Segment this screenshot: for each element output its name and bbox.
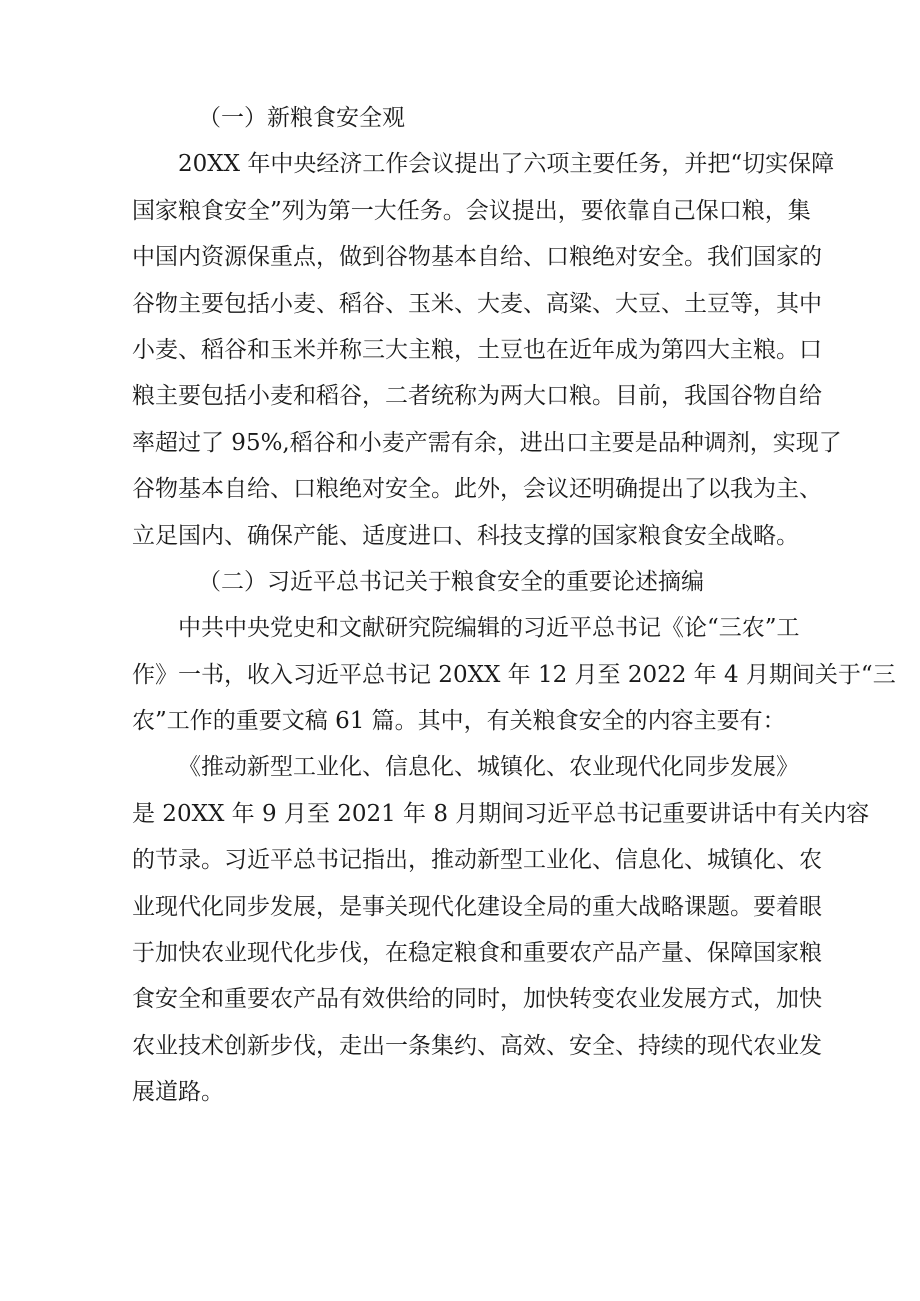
section1-paragraph — [132, 141, 842, 559]
text-line: 于加快农业现代化步伐，在稳定粮食和重要农产品产量、保障国家粮 — [132, 940, 822, 967]
text-line: 的节录。习近平总书记指出，推动新型工业化、信息化、城镇化、农 — [132, 847, 822, 874]
text-line: 粮主要包括小麦和稻谷，二者统称为两大口粮。目前，我国谷物自给 — [132, 383, 822, 410]
section2-paragraph-2 — [132, 744, 870, 1115]
text-line: 《推动新型工业化、信息化、城镇化、农业现代化同步发展》 — [178, 754, 799, 781]
text-line: 农”工作的重要文稿 61 篇。其中，有关粮食安全的内容主要有： — [132, 708, 786, 735]
text-line: 是 20XX 年 9 月至 2021 年 8 月期间习近平总书记重要讲话中有关内容 — [132, 800, 870, 827]
text-line: 20XX 年中央经济工作会议提出了六项主要任务，并把“切实保障 — [178, 151, 835, 178]
text-line: 中国内资源保重点，做到谷物基本自给、口粮绝对安全。我们国家的 — [132, 244, 822, 271]
text-line: 中共中央党史和文献研究院编辑的习近平总书记《论“三农”工 — [178, 615, 800, 642]
text-line: 小麦、稻谷和玉米并称三大主粮，土豆也在近年成为第四大主粮。口 — [132, 336, 822, 363]
text-line: 展道路。 — [132, 1079, 224, 1106]
document-body — [132, 95, 896, 1116]
text-line: 谷物基本自给、口粮绝对安全。此外，会议还明确提出了以我为主、 — [132, 476, 822, 503]
text-line: 业现代化同步发展，是事关现代化建设全局的重大战略课题。要着眼 — [132, 893, 822, 920]
section1-heading: （一）新粮食安全观 — [198, 105, 405, 131]
text-line: 食安全和重要农产品有效供给的同时，加快转变农业发展方式，加快 — [132, 986, 822, 1013]
text-line: 国家粮食安全”列为第一大任务。会议提出，要依靠自己保口粮，集 — [132, 197, 811, 224]
section2-heading: （二）习近平总书记关于粮食安全的重要论述摘编 — [198, 568, 704, 595]
text-line: 作》一书，收入习近平总书记 20XX 年 12 月至 2022 年 4 月期间关于“三 — [132, 661, 896, 688]
text-line: 谷物主要包括小麦、稻谷、玉米、大麦、高粱、大豆、土豆等，其中 — [132, 290, 822, 317]
text-line: 农业技术创新步伐，走出一条集约、高效、安全、持续的现代农业发 — [132, 1032, 822, 1059]
section2-paragraph-1 — [132, 605, 896, 744]
text-line: 立足国内、确保产能、适度进口、科技支撑的国家粮食安全战略。 — [132, 522, 799, 549]
text-line: 率超过了 95%,稻谷和小麦产需有余，进出口主要是品种调剂，实现了 — [132, 429, 842, 456]
